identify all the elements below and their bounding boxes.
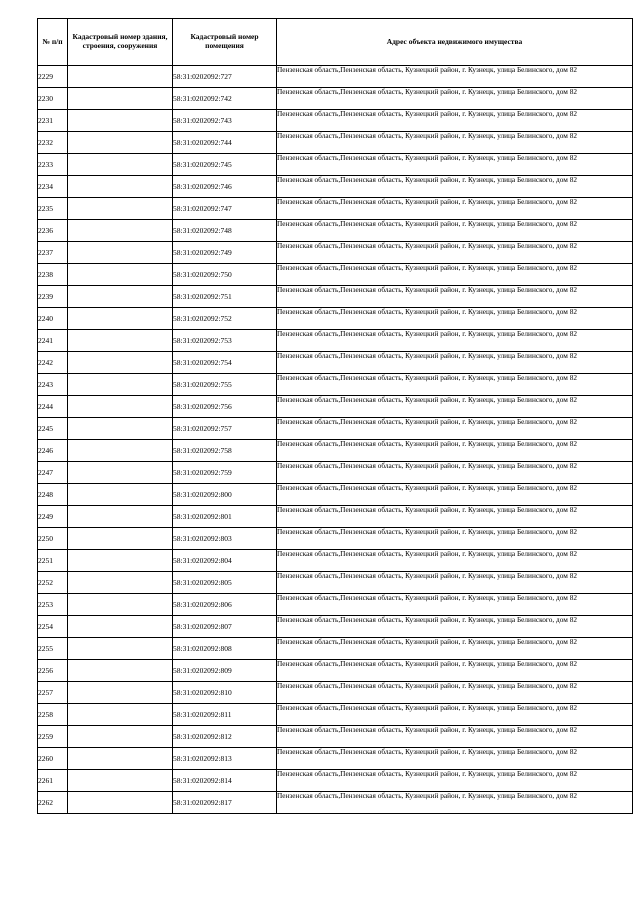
table-row xyxy=(38,286,633,308)
table-row xyxy=(38,132,633,154)
room-cadastral-cell: 58:31:0202092:749 xyxy=(173,242,277,264)
address-cell: Пензенская область,Пензенская область, Кузнецкий район, г. Кузнецк, улица Белинского, дом 82 xyxy=(277,154,633,176)
room-cadastral-cell: 58:31:0202092:742 xyxy=(173,88,277,110)
table-row xyxy=(38,792,633,814)
address-cell: Пензенская область,Пензенская область, Кузнецкий район, г. Кузнецк, улица Белинского, дом 82 xyxy=(277,660,633,682)
room-cadastral-cell: 58:31:0202092:813 xyxy=(173,748,277,770)
building-cadastral-cell xyxy=(68,462,173,484)
row-number-cell: 2233 xyxy=(38,154,68,176)
address-cell: Пензенская область,Пензенская область, Кузнецкий район, г. Кузнецк, улица Белинского, дом 82 xyxy=(277,572,633,594)
room-cadastral-cell: 58:31:0202092:743 xyxy=(173,110,277,132)
address-cell: Пензенская область,Пензенская область, Кузнецкий район, г. Кузнецк, улица Белинского, дом 82 xyxy=(277,726,633,748)
building-cadastral-cell xyxy=(68,792,173,814)
table-row xyxy=(38,330,633,352)
row-number-cell: 2236 xyxy=(38,220,68,242)
room-cadastral-cell: 58:31:0202092:806 xyxy=(173,594,277,616)
building-cadastral-cell xyxy=(68,198,173,220)
table-row xyxy=(38,88,633,110)
room-cadastral-cell: 58:31:0202092:746 xyxy=(173,176,277,198)
address-cell: Пензенская область,Пензенская область, Кузнецкий район, г. Кузнецк, улица Белинского, дом 82 xyxy=(277,396,633,418)
address-cell: Пензенская область,Пензенская область, Кузнецкий район, г. Кузнецк, улица Белинского, дом 82 xyxy=(277,748,633,770)
table-row xyxy=(38,506,633,528)
room-cadastral-cell: 58:31:0202092:727 xyxy=(173,66,277,88)
table-row xyxy=(38,308,633,330)
building-cadastral-cell xyxy=(68,110,173,132)
row-number-cell: 2237 xyxy=(38,242,68,264)
building-cadastral-cell xyxy=(68,264,173,286)
property-register-table xyxy=(37,18,633,814)
table-row xyxy=(38,440,633,462)
table-header xyxy=(38,19,633,66)
row-number-cell: 2244 xyxy=(38,396,68,418)
table-row xyxy=(38,220,633,242)
table-row xyxy=(38,154,633,176)
room-cadastral-cell: 58:31:0202092:811 xyxy=(173,704,277,726)
address-cell: Пензенская область,Пензенская область, Кузнецкий район, г. Кузнецк, улица Белинского, дом 82 xyxy=(277,176,633,198)
room-cadastral-cell: 58:31:0202092:754 xyxy=(173,352,277,374)
table-row xyxy=(38,462,633,484)
table-body xyxy=(38,66,633,814)
building-cadastral-cell xyxy=(68,616,173,638)
building-cadastral-cell xyxy=(68,594,173,616)
table-row xyxy=(38,660,633,682)
row-number-cell: 2262 xyxy=(38,792,68,814)
row-number-cell: 2247 xyxy=(38,462,68,484)
header-room-cadastral-number: Кадастровый номер помещения xyxy=(173,19,277,66)
room-cadastral-cell: 58:31:0202092:805 xyxy=(173,572,277,594)
table-row xyxy=(38,704,633,726)
address-cell: Пензенская область,Пензенская область, Кузнецкий район, г. Кузнецк, улица Белинского, дом 82 xyxy=(277,704,633,726)
address-cell: Пензенская область,Пензенская область, Кузнецкий район, г. Кузнецк, улица Белинского, дом 82 xyxy=(277,220,633,242)
building-cadastral-cell xyxy=(68,352,173,374)
building-cadastral-cell xyxy=(68,682,173,704)
room-cadastral-cell: 58:31:0202092:809 xyxy=(173,660,277,682)
row-number-cell: 2234 xyxy=(38,176,68,198)
building-cadastral-cell xyxy=(68,484,173,506)
table-row xyxy=(38,528,633,550)
building-cadastral-cell xyxy=(68,528,173,550)
row-number-cell: 2260 xyxy=(38,748,68,770)
room-cadastral-cell: 58:31:0202092:752 xyxy=(173,308,277,330)
building-cadastral-cell xyxy=(68,176,173,198)
row-number-cell: 2256 xyxy=(38,660,68,682)
address-cell: Пензенская область,Пензенская область, Кузнецкий район, г. Кузнецк, улица Белинского, дом 82 xyxy=(277,264,633,286)
building-cadastral-cell xyxy=(68,308,173,330)
row-number-cell: 2252 xyxy=(38,572,68,594)
building-cadastral-cell xyxy=(68,286,173,308)
row-number-cell: 2246 xyxy=(38,440,68,462)
building-cadastral-cell xyxy=(68,88,173,110)
table-row xyxy=(38,66,633,88)
address-cell: Пензенская область,Пензенская область, Кузнецкий район, г. Кузнецк, улица Белинского, дом 82 xyxy=(277,682,633,704)
table-row xyxy=(38,396,633,418)
address-cell: Пензенская область,Пензенская область, Кузнецкий район, г. Кузнецк, улица Белинского, дом 82 xyxy=(277,374,633,396)
room-cadastral-cell: 58:31:0202092:750 xyxy=(173,264,277,286)
building-cadastral-cell xyxy=(68,572,173,594)
building-cadastral-cell xyxy=(68,704,173,726)
row-number-cell: 2240 xyxy=(38,308,68,330)
address-cell: Пензенская область,Пензенская область, Кузнецкий район, г. Кузнецк, улица Белинского, дом 82 xyxy=(277,462,633,484)
table-row xyxy=(38,198,633,220)
table-row xyxy=(38,594,633,616)
building-cadastral-cell xyxy=(68,770,173,792)
table-row xyxy=(38,484,633,506)
row-number-cell: 2235 xyxy=(38,198,68,220)
address-cell: Пензенская область,Пензенская область, Кузнецкий район, г. Кузнецк, улица Белинского, дом 82 xyxy=(277,792,633,814)
row-number-cell: 2248 xyxy=(38,484,68,506)
room-cadastral-cell: 58:31:0202092:803 xyxy=(173,528,277,550)
address-cell: Пензенская область,Пензенская область, Кузнецкий район, г. Кузнецк, улица Белинского, дом 82 xyxy=(277,330,633,352)
room-cadastral-cell: 58:31:0202092:747 xyxy=(173,198,277,220)
address-cell: Пензенская область,Пензенская область, Кузнецкий район, г. Кузнецк, улица Белинского, дом 82 xyxy=(277,352,633,374)
address-cell: Пензенская область,Пензенская область, Кузнецкий район, г. Кузнецк, улица Белинского, дом 82 xyxy=(277,88,633,110)
row-number-cell: 2238 xyxy=(38,264,68,286)
address-cell: Пензенская область,Пензенская область, Кузнецкий район, г. Кузнецк, улица Белинского, дом 82 xyxy=(277,418,633,440)
room-cadastral-cell: 58:31:0202092:812 xyxy=(173,726,277,748)
table-row xyxy=(38,572,633,594)
row-number-cell: 2255 xyxy=(38,638,68,660)
building-cadastral-cell xyxy=(68,396,173,418)
address-cell: Пензенская область,Пензенская область, Кузнецкий район, г. Кузнецк, улица Белинского, дом 82 xyxy=(277,550,633,572)
building-cadastral-cell xyxy=(68,638,173,660)
table-row xyxy=(38,176,633,198)
building-cadastral-cell xyxy=(68,66,173,88)
table-row xyxy=(38,374,633,396)
row-number-cell: 2230 xyxy=(38,88,68,110)
room-cadastral-cell: 58:31:0202092:804 xyxy=(173,550,277,572)
room-cadastral-cell: 58:31:0202092:755 xyxy=(173,374,277,396)
room-cadastral-cell: 58:31:0202092:751 xyxy=(173,286,277,308)
row-number-cell: 2249 xyxy=(38,506,68,528)
table-row xyxy=(38,264,633,286)
building-cadastral-cell xyxy=(68,550,173,572)
room-cadastral-cell: 58:31:0202092:814 xyxy=(173,770,277,792)
table-row xyxy=(38,726,633,748)
building-cadastral-cell xyxy=(68,154,173,176)
building-cadastral-cell xyxy=(68,440,173,462)
table-row xyxy=(38,242,633,264)
address-cell: Пензенская область,Пензенская область, Кузнецкий район, г. Кузнецк, улица Белинского, дом 82 xyxy=(277,594,633,616)
room-cadastral-cell: 58:31:0202092:817 xyxy=(173,792,277,814)
room-cadastral-cell: 58:31:0202092:753 xyxy=(173,330,277,352)
address-cell: Пензенская область,Пензенская область, Кузнецкий район, г. Кузнецк, улица Белинского, дом 82 xyxy=(277,286,633,308)
table-row xyxy=(38,616,633,638)
building-cadastral-cell xyxy=(68,506,173,528)
address-cell: Пензенская область,Пензенская область, Кузнецкий район, г. Кузнецк, улица Белинского, дом 82 xyxy=(277,110,633,132)
header-building-cadastral-number: Кадастровый номер здания, строения, сооружения xyxy=(68,19,173,66)
table-row xyxy=(38,638,633,660)
room-cadastral-cell: 58:31:0202092:801 xyxy=(173,506,277,528)
row-number-cell: 2245 xyxy=(38,418,68,440)
row-number-cell: 2261 xyxy=(38,770,68,792)
row-number-cell: 2242 xyxy=(38,352,68,374)
building-cadastral-cell xyxy=(68,660,173,682)
row-number-cell: 2259 xyxy=(38,726,68,748)
building-cadastral-cell xyxy=(68,330,173,352)
row-number-cell: 2250 xyxy=(38,528,68,550)
address-cell: Пензенская область,Пензенская область, Кузнецкий район, г. Кузнецк, улица Белинского, дом 82 xyxy=(277,484,633,506)
row-number-cell: 2232 xyxy=(38,132,68,154)
row-number-cell: 2258 xyxy=(38,704,68,726)
row-number-cell: 2251 xyxy=(38,550,68,572)
building-cadastral-cell xyxy=(68,242,173,264)
address-cell: Пензенская область,Пензенская область, Кузнецкий район, г. Кузнецк, улица Белинского, дом 82 xyxy=(277,528,633,550)
table-row xyxy=(38,770,633,792)
table-row xyxy=(38,110,633,132)
row-number-cell: 2253 xyxy=(38,594,68,616)
address-cell: Пензенская область,Пензенская область, Кузнецкий район, г. Кузнецк, улица Белинского, дом 82 xyxy=(277,440,633,462)
row-number-cell: 2241 xyxy=(38,330,68,352)
header-row xyxy=(38,19,633,66)
row-number-cell: 2231 xyxy=(38,110,68,132)
room-cadastral-cell: 58:31:0202092:745 xyxy=(173,154,277,176)
building-cadastral-cell xyxy=(68,132,173,154)
room-cadastral-cell: 58:31:0202092:807 xyxy=(173,616,277,638)
header-row-number: № п/п xyxy=(38,19,68,66)
row-number-cell: 2254 xyxy=(38,616,68,638)
address-cell: Пензенская область,Пензенская область, Кузнецкий район, г. Кузнецк, улица Белинского, дом 82 xyxy=(277,66,633,88)
table-row xyxy=(38,550,633,572)
table-row xyxy=(38,682,633,704)
row-number-cell: 2243 xyxy=(38,374,68,396)
row-number-cell: 2257 xyxy=(38,682,68,704)
address-cell: Пензенская область,Пензенская область, Кузнецкий район, г. Кузнецк, улица Белинского, дом 82 xyxy=(277,616,633,638)
room-cadastral-cell: 58:31:0202092:744 xyxy=(173,132,277,154)
table-row xyxy=(38,352,633,374)
room-cadastral-cell: 58:31:0202092:756 xyxy=(173,396,277,418)
table-row xyxy=(38,418,633,440)
building-cadastral-cell xyxy=(68,220,173,242)
row-number-cell: 2239 xyxy=(38,286,68,308)
address-cell: Пензенская область,Пензенская область, Кузнецкий район, г. Кузнецк, улица Белинского, дом 82 xyxy=(277,198,633,220)
room-cadastral-cell: 58:31:0202092:800 xyxy=(173,484,277,506)
table-row xyxy=(38,748,633,770)
address-cell: Пензенская область,Пензенская область, Кузнецкий район, г. Кузнецк, улица Белинского, дом 82 xyxy=(277,506,633,528)
row-number-cell: 2229 xyxy=(38,66,68,88)
room-cadastral-cell: 58:31:0202092:758 xyxy=(173,440,277,462)
room-cadastral-cell: 58:31:0202092:810 xyxy=(173,682,277,704)
room-cadastral-cell: 58:31:0202092:808 xyxy=(173,638,277,660)
address-cell: Пензенская область,Пензенская область, Кузнецкий район, г. Кузнецк, улица Белинского, дом 82 xyxy=(277,770,633,792)
address-cell: Пензенская область,Пензенская область, Кузнецкий район, г. Кузнецк, улица Белинского, дом 82 xyxy=(277,308,633,330)
building-cadastral-cell xyxy=(68,374,173,396)
header-address: Адрес объекта недвижимого имущества xyxy=(277,19,633,66)
room-cadastral-cell: 58:31:0202092:748 xyxy=(173,220,277,242)
room-cadastral-cell: 58:31:0202092:759 xyxy=(173,462,277,484)
address-cell: Пензенская область,Пензенская область, Кузнецкий район, г. Кузнецк, улица Белинского, дом 82 xyxy=(277,242,633,264)
building-cadastral-cell xyxy=(68,418,173,440)
address-cell: Пензенская область,Пензенская область, Кузнецкий район, г. Кузнецк, улица Белинского, дом 82 xyxy=(277,132,633,154)
building-cadastral-cell xyxy=(68,748,173,770)
building-cadastral-cell xyxy=(68,726,173,748)
address-cell: Пензенская область,Пензенская область, Кузнецкий район, г. Кузнецк, улица Белинского, дом 82 xyxy=(277,638,633,660)
room-cadastral-cell: 58:31:0202092:757 xyxy=(173,418,277,440)
